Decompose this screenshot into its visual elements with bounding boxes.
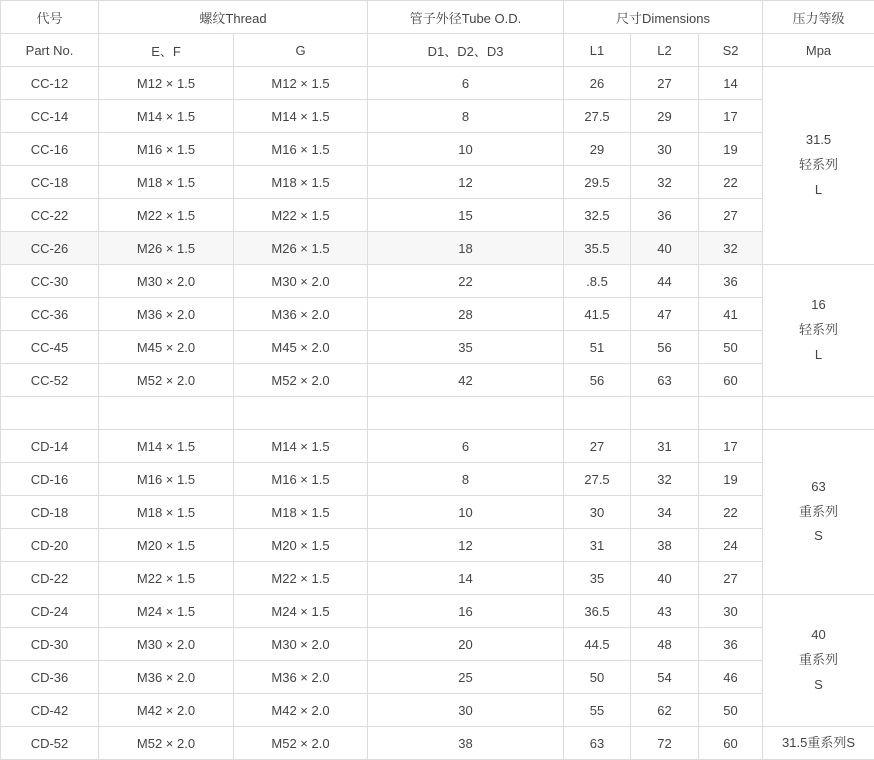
- cell-g: M45 × 2.0: [234, 331, 368, 364]
- table-row: [1, 430, 874, 463]
- table-row: [1, 628, 874, 661]
- cell-s2: [699, 397, 763, 430]
- cell-part-no: [1, 397, 99, 430]
- pressure-rating-line: L: [763, 178, 874, 203]
- table-row: [1, 562, 874, 595]
- cell-ef: M26 × 1.5: [99, 232, 234, 265]
- cell-d: 38: [368, 727, 564, 760]
- cell-d: 6: [368, 430, 564, 463]
- cell-l1: 35.5: [564, 232, 631, 265]
- cell-s2: 27: [699, 562, 763, 595]
- header-mpa: Mpa: [763, 34, 874, 67]
- cell-l1: 51: [564, 331, 631, 364]
- cell-l2: 36: [631, 199, 699, 232]
- header-s2: S2: [699, 34, 763, 67]
- cell-part-no: CD-36: [1, 661, 99, 694]
- cell-part-no: CC-12: [1, 67, 99, 100]
- cell-g: M52 × 2.0: [234, 727, 368, 760]
- cell-g: M36 × 2.0: [234, 298, 368, 331]
- cell-ef: M22 × 1.5: [99, 199, 234, 232]
- cell-g: M18 × 1.5: [234, 166, 368, 199]
- cell-l2: 32: [631, 166, 699, 199]
- cell-d: 25: [368, 661, 564, 694]
- table-row: [1, 496, 874, 529]
- cell-d: 8: [368, 463, 564, 496]
- cell-ef: M52 × 2.0: [99, 364, 234, 397]
- cell-l2: 34: [631, 496, 699, 529]
- cell-l2: 44: [631, 265, 699, 298]
- cell-s2: 22: [699, 166, 763, 199]
- cell-s2: 19: [699, 463, 763, 496]
- header-ef: E、F: [99, 34, 234, 67]
- table-row: [1, 331, 874, 364]
- cell-s2: 19: [699, 133, 763, 166]
- cell-d: 22: [368, 265, 564, 298]
- table-row: [1, 199, 874, 232]
- cell-ef: M12 × 1.5: [99, 67, 234, 100]
- cell-s2: 60: [699, 727, 763, 760]
- cell-l1: 27: [564, 430, 631, 463]
- cell-l2: 72: [631, 727, 699, 760]
- cell-l1: 56: [564, 364, 631, 397]
- cell-s2: 36: [699, 628, 763, 661]
- table-row: [1, 265, 874, 298]
- cell-s2: 17: [699, 430, 763, 463]
- cell-ef: M30 × 2.0: [99, 265, 234, 298]
- cell-s2: 41: [699, 298, 763, 331]
- cell-l1: 31: [564, 529, 631, 562]
- cell-l2: 47: [631, 298, 699, 331]
- cell-s2: 17: [699, 100, 763, 133]
- pressure-rating-line: S: [763, 673, 874, 698]
- cell-ef: M16 × 1.5: [99, 463, 234, 496]
- header-dimensions-cn: 尺寸Dimensions: [564, 1, 763, 34]
- cell-s2: 36: [699, 265, 763, 298]
- cell-part-no: CC-36: [1, 298, 99, 331]
- cell-ef: M36 × 2.0: [99, 661, 234, 694]
- cell-s2: 30: [699, 595, 763, 628]
- cell-s2: 24: [699, 529, 763, 562]
- table-row: [1, 67, 874, 100]
- cell-d: 12: [368, 529, 564, 562]
- cell-part-no: CD-20: [1, 529, 99, 562]
- cell-d: 16: [368, 595, 564, 628]
- cell-d: 14: [368, 562, 564, 595]
- pressure-rating-line: 轻系列: [763, 153, 874, 178]
- cell-g: M16 × 1.5: [234, 133, 368, 166]
- pressure-rating-line: 重系列: [763, 648, 874, 673]
- cell-part-no: CC-45: [1, 331, 99, 364]
- cell-l2: 48: [631, 628, 699, 661]
- cell-g: M36 × 2.0: [234, 661, 368, 694]
- cell-ef: M30 × 2.0: [99, 628, 234, 661]
- cell-d: 35: [368, 331, 564, 364]
- pressure-rating-line: S: [763, 524, 874, 549]
- cell-l1: 50: [564, 661, 631, 694]
- pressure-rating-line: 40: [763, 623, 874, 648]
- cell-l1: 41.5: [564, 298, 631, 331]
- header-pressure-rating-cn: 压力等级: [763, 1, 874, 34]
- cell-l2: 27: [631, 67, 699, 100]
- cell-ef: [99, 397, 234, 430]
- cell-part-no: CC-30: [1, 265, 99, 298]
- cell-s2: 60: [699, 364, 763, 397]
- cell-part-no: CC-22: [1, 199, 99, 232]
- pressure-rating-line: 31.5重系列S: [763, 731, 874, 756]
- cell-g: M24 × 1.5: [234, 595, 368, 628]
- cell-part-no: CD-30: [1, 628, 99, 661]
- cell-d: 42: [368, 364, 564, 397]
- cell-g: M22 × 1.5: [234, 199, 368, 232]
- cell-ef: M20 × 1.5: [99, 529, 234, 562]
- cell-l2: 31: [631, 430, 699, 463]
- cell-g: M42 × 2.0: [234, 694, 368, 727]
- cell-l2: [631, 397, 699, 430]
- cell-g: [234, 397, 368, 430]
- cell-ef: M42 × 2.0: [99, 694, 234, 727]
- cell-g: M18 × 1.5: [234, 496, 368, 529]
- cell-l1: 30: [564, 496, 631, 529]
- cell-g: M26 × 1.5: [234, 232, 368, 265]
- cell-d: 20: [368, 628, 564, 661]
- pressure-rating-line: 16: [763, 293, 874, 318]
- cell-l1: 27.5: [564, 100, 631, 133]
- cell-g: M20 × 1.5: [234, 529, 368, 562]
- cell-d: 6: [368, 67, 564, 100]
- cell-l1: 44.5: [564, 628, 631, 661]
- cell-g: M22 × 1.5: [234, 562, 368, 595]
- cell-part-no: CD-14: [1, 430, 99, 463]
- cell-d: 15: [368, 199, 564, 232]
- cell-s2: 22: [699, 496, 763, 529]
- table-row: [1, 595, 874, 628]
- cell-ef: M45 × 2.0: [99, 331, 234, 364]
- cell-ef: M14 × 1.5: [99, 430, 234, 463]
- cell-l1: .8.5: [564, 265, 631, 298]
- table-header-row-en: [1, 34, 874, 67]
- cell-ef: M24 × 1.5: [99, 595, 234, 628]
- cell-l2: 63: [631, 364, 699, 397]
- cell-part-no: CC-52: [1, 364, 99, 397]
- pressure-rating-line: 31.5: [763, 128, 874, 153]
- header-g: G: [234, 34, 368, 67]
- cell-part-no: CC-14: [1, 100, 99, 133]
- cell-d: 8: [368, 100, 564, 133]
- header-part-no: Part No.: [1, 34, 99, 67]
- cell-l1: 55: [564, 694, 631, 727]
- table-row: [1, 100, 874, 133]
- cell-pressure-rating: [763, 67, 874, 265]
- header-tube-od-cn: 管子外径Tube O.D.: [368, 1, 564, 34]
- table-body: [1, 67, 874, 760]
- cell-g: M14 × 1.5: [234, 430, 368, 463]
- cell-l2: 29: [631, 100, 699, 133]
- cell-l2: 40: [631, 562, 699, 595]
- cell-s2: 50: [699, 694, 763, 727]
- cell-pressure-rating: [763, 430, 874, 595]
- cell-l2: 62: [631, 694, 699, 727]
- table-row: [1, 529, 874, 562]
- cell-pressure-rating: [763, 595, 874, 727]
- header-l1: L1: [564, 34, 631, 67]
- cell-pressure-separator: [763, 397, 874, 430]
- table-row: [1, 727, 874, 760]
- cell-l1: 26: [564, 67, 631, 100]
- cell-s2: 32: [699, 232, 763, 265]
- cell-l2: 38: [631, 529, 699, 562]
- header-d: D1、D2、D3: [368, 34, 564, 67]
- cell-d: 18: [368, 232, 564, 265]
- header-part-no-cn: 代号: [1, 1, 99, 34]
- cell-d: 10: [368, 133, 564, 166]
- cell-ef: M22 × 1.5: [99, 562, 234, 595]
- table-row: [1, 232, 874, 265]
- cell-l1: [564, 397, 631, 430]
- pressure-rating-line: 轻系列: [763, 318, 874, 343]
- cell-d: 30: [368, 694, 564, 727]
- table-row: [1, 166, 874, 199]
- cell-l1: 27.5: [564, 463, 631, 496]
- cell-l1: 36.5: [564, 595, 631, 628]
- cell-s2: 14: [699, 67, 763, 100]
- cell-l2: 43: [631, 595, 699, 628]
- cell-part-no: CD-22: [1, 562, 99, 595]
- cell-l2: 40: [631, 232, 699, 265]
- cell-g: M16 × 1.5: [234, 463, 368, 496]
- cell-g: M12 × 1.5: [234, 67, 368, 100]
- cell-g: M52 × 2.0: [234, 364, 368, 397]
- table-row: [1, 133, 874, 166]
- cell-ef: M36 × 2.0: [99, 298, 234, 331]
- cell-part-no: CD-24: [1, 595, 99, 628]
- cell-d: [368, 397, 564, 430]
- cell-l2: 30: [631, 133, 699, 166]
- cell-g: M30 × 2.0: [234, 265, 368, 298]
- cell-d: 10: [368, 496, 564, 529]
- cell-part-no: CC-16: [1, 133, 99, 166]
- table-row: [1, 463, 874, 496]
- cell-l1: 35: [564, 562, 631, 595]
- table-row: [1, 694, 874, 727]
- cell-part-no: CD-18: [1, 496, 99, 529]
- cell-pressure-rating: [763, 265, 874, 397]
- cell-l1: 32.5: [564, 199, 631, 232]
- pressure-rating-line: 重系列: [763, 500, 874, 525]
- pressure-rating-line: 63: [763, 475, 874, 500]
- cell-d: 28: [368, 298, 564, 331]
- cell-d: 12: [368, 166, 564, 199]
- cell-part-no: CD-16: [1, 463, 99, 496]
- cell-g: M30 × 2.0: [234, 628, 368, 661]
- cell-s2: 27: [699, 199, 763, 232]
- table-row: [1, 661, 874, 694]
- header-l2: L2: [631, 34, 699, 67]
- table-row: [1, 364, 874, 397]
- cell-ef: M18 × 1.5: [99, 496, 234, 529]
- cell-ef: M18 × 1.5: [99, 166, 234, 199]
- cell-part-no: CD-52: [1, 727, 99, 760]
- header-thread-cn: 螺纹Thread: [99, 1, 368, 34]
- cell-part-no: CD-42: [1, 694, 99, 727]
- cell-g: M14 × 1.5: [234, 100, 368, 133]
- cell-part-no: CC-26: [1, 232, 99, 265]
- cell-s2: 50: [699, 331, 763, 364]
- cell-ef: M16 × 1.5: [99, 133, 234, 166]
- cell-s2: 46: [699, 661, 763, 694]
- pressure-rating-line: L: [763, 343, 874, 368]
- cell-ef: M14 × 1.5: [99, 100, 234, 133]
- cell-part-no: CC-18: [1, 166, 99, 199]
- cell-l1: 29.5: [564, 166, 631, 199]
- cell-l2: 54: [631, 661, 699, 694]
- cell-l2: 32: [631, 463, 699, 496]
- cell-l2: 56: [631, 331, 699, 364]
- table-row-separator: [1, 397, 874, 430]
- cell-l1: 29: [564, 133, 631, 166]
- cell-pressure-rating: [763, 727, 874, 760]
- cell-ef: M52 × 2.0: [99, 727, 234, 760]
- cell-l1: 63: [564, 727, 631, 760]
- table-header-row-cn: [1, 1, 874, 34]
- table-row: [1, 298, 874, 331]
